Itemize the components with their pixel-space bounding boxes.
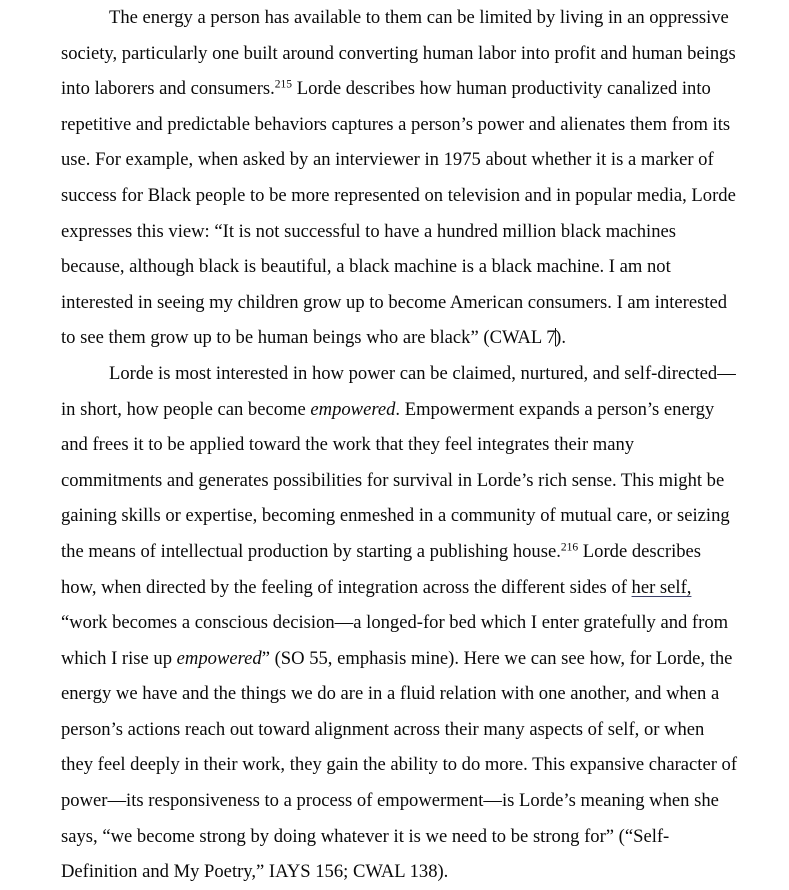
body-text-run: . Empowerment expands a person’s energy and frees it to be applied toward the work that they feel integrates their many commitments and generates possibilities for survival in Lorde’s rich sense. This might be gaining skills or expertise, becoming enmeshed in a community of mutual care, or seizing the means of intellectual production by starting a publishing house. — [61, 398, 730, 562]
body-text-run: ” (SO 55, emphasis mine). Here we can see how, for Lorde, the energy we have and the things we do are in a fluid relation with one another, and when a person’s actions reach out toward alignment across their many aspects of self, or when they feel deeply in their work, they gain the ability to do more. This expansive character of power—its responsiveness to a process of empowerment—is Lorde’s meaning when she says, “we become strong by doing whatever it is we need to be strong for” (“Self-Definition and My Poetry,” IAYS 156; CWAL 138). — [61, 647, 738, 883]
paragraph-2[interactable] — [61, 356, 738, 890]
body-text-run: Lorde describes how human productivity canalized into repetitive and predictable behaviors captures a person’s power and alienates them from its use. For example, when asked by an interviewer in 1975 about whether it is a marker of success for Black people to be more represented on television and in popular media, Lorde expresses this view: “It is not successful to have a hundred million black machines because, although black is beautiful, a black machine is a black machine. I am not interested in seeing my children grow up to become American consumers. I am interested to see them grow up to be human beings who are black” (CWAL 7 — [61, 78, 736, 349]
emphasis-text: empowered — [310, 398, 396, 420]
body-text-run: Lorde is most interested in how power can be claimed, nurtured, and self-directed—in short, how people can become — [61, 362, 736, 420]
body-text-run: ). — [555, 327, 566, 349]
body-text-run: The energy a person has available to them can be limited by living in an oppressive society, particularly one built around converting human labor into profit and human beings into laborers and consumers. — [61, 7, 736, 100]
document-text-body[interactable] — [61, 0, 738, 890]
footnote-reference-216[interactable]: 216 — [560, 541, 579, 554]
underlined-text[interactable]: her self, — [631, 576, 692, 598]
paragraph-1[interactable] — [61, 0, 738, 356]
emphasis-text: empowered — [176, 647, 262, 669]
body-text-run: “work becomes a conscious decision—a longed-for bed which I enter gratefully and from which I rise up — [61, 612, 729, 669]
footnote-reference-215[interactable]: 215 — [274, 78, 293, 91]
body-text-run: Lorde describes how, when directed by the feeling of integration across the different sides of — [61, 540, 702, 598]
